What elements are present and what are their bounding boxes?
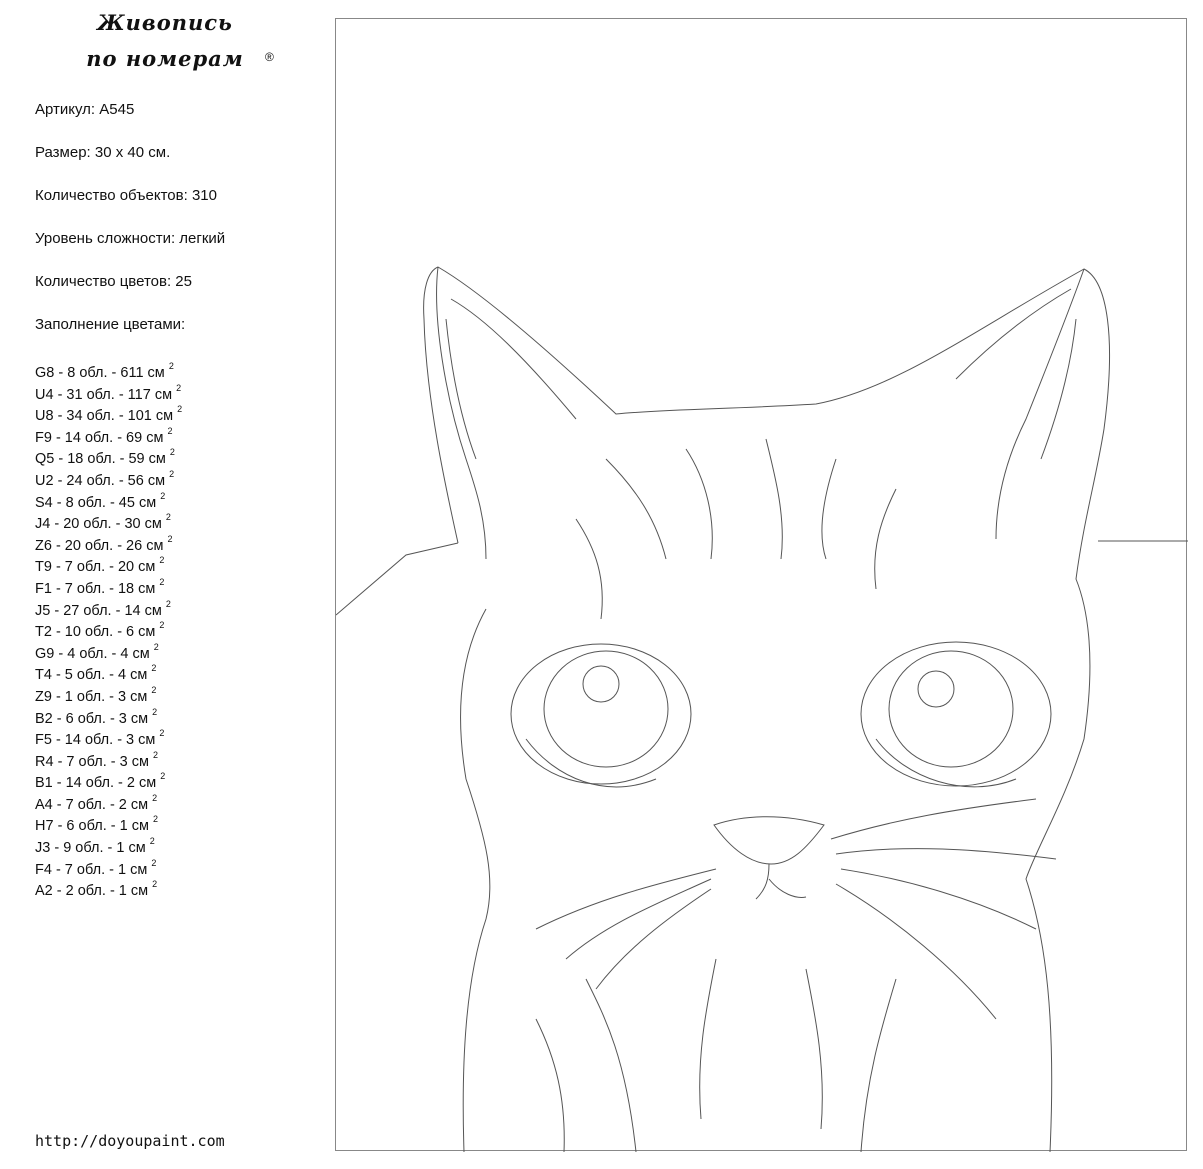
color-fill-list xyxy=(35,358,182,898)
color-item: Z9 - 1 обл. - 3 см $^2$ xyxy=(35,684,157,705)
color-item: U2 - 24 обл. - 56 см $^2$ xyxy=(35,468,175,489)
info-objects: Количество объектов: 310 xyxy=(35,187,217,204)
color-item: B2 - 6 обл. - 3 см $^2$ xyxy=(35,706,158,727)
color-item: F5 - 14 обл. - 3 см $^2$ xyxy=(35,728,165,748)
info-fill-heading: Заполнение цветами: xyxy=(35,316,186,333)
color-item: A2 - 2 обл. - 1 см $^2$ xyxy=(35,879,158,900)
info-colors-count: Количество цветов: 25 xyxy=(35,273,192,290)
color-item: H7 - 6 обл. - 1 см $^2$ xyxy=(35,814,158,835)
info-difficulty: Уровень сложности: легкий xyxy=(35,230,226,247)
info-size: Размер: 30 х 40 см. xyxy=(35,144,171,161)
color-item: F1 - 7 обл. - 18 см $^2$ xyxy=(35,576,165,597)
footer-url[interactable]: http://doyoupaint.com xyxy=(35,1132,225,1150)
color-item: S4 - 8 обл. - 45 см $^2$ xyxy=(35,490,166,511)
color-item: T4 - 5 обл. - 4 см $^2$ xyxy=(35,663,157,684)
registered-mark: ® xyxy=(265,50,274,64)
painting-canvas xyxy=(335,18,1187,1151)
color-item: Q5 - 18 обл. - 59 см $^2$ xyxy=(35,447,175,468)
cat-outline-icon xyxy=(336,19,1188,1152)
color-item: J5 - 27 обл. - 14 см $^2$ xyxy=(35,598,171,619)
color-item: U4 - 31 обл. - 117 см $^2$ xyxy=(35,382,182,403)
color-item: Z6 - 20 обл. - 26 см $^2$ xyxy=(35,533,173,554)
color-item: A4 - 7 обл. - 2 см $^2$ xyxy=(35,792,158,813)
color-item: R4 - 7 обл. - 3 см $^2$ xyxy=(35,749,158,770)
color-item: G9 - 4 обл. - 4 см $^2$ xyxy=(35,641,159,662)
color-item: T9 - 7 обл. - 20 см $^2$ xyxy=(35,555,165,576)
color-item: F4 - 7 обл. - 1 см $^2$ xyxy=(35,857,157,878)
title-line-2: по номерам xyxy=(86,46,244,71)
title-line-1: Живопись xyxy=(97,10,233,35)
color-item: G8 - 8 обл. - 611 см $^2$ xyxy=(35,361,174,381)
color-item: U8 - 34 обл. - 101 см $^2$ xyxy=(35,404,183,425)
info-article: Артикул: A545 xyxy=(35,101,135,118)
color-item: T2 - 10 обл. - 6 см $^2$ xyxy=(35,620,165,640)
color-item: B1 - 14 обл. - 2 см $^2$ xyxy=(35,771,166,792)
color-item: J4 - 20 обл. - 30 см $^2$ xyxy=(35,512,171,532)
color-item: F9 - 14 обл. - 69 см $^2$ xyxy=(35,425,173,446)
color-item: J3 - 9 обл. - 1 см $^2$ xyxy=(35,836,155,856)
